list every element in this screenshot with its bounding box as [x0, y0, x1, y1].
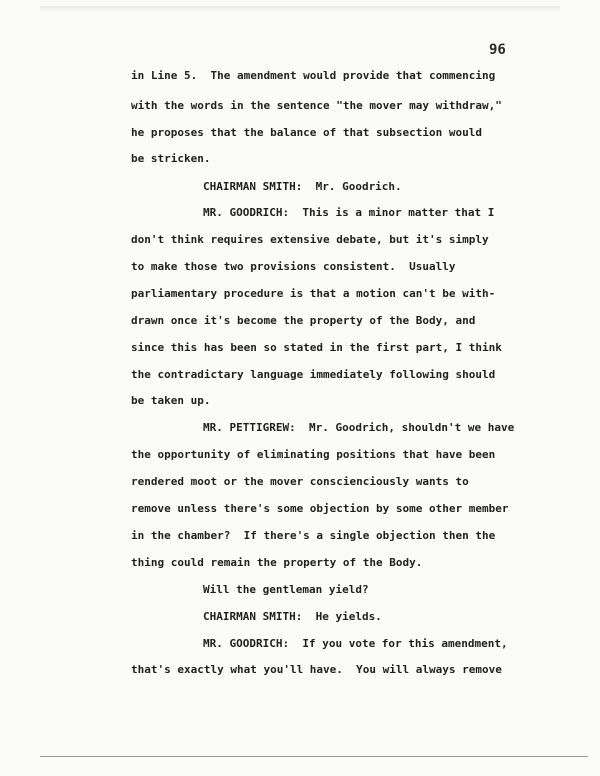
- transcript-line: rendered moot or the mover conscienciously wants to: [131, 475, 469, 488]
- page-number: 96: [489, 42, 506, 58]
- transcript-line: be taken up.: [131, 394, 211, 407]
- transcript-line: in Line 5. The amendment would provide that commencing: [131, 69, 496, 82]
- transcript-line: drawn once it's become the property of the Body, and: [131, 314, 476, 327]
- transcript-line: don't think requires extensive debate, but it's simply: [131, 233, 489, 246]
- transcript-line: that's exactly what you'll have. You will always remove: [131, 663, 502, 676]
- transcript-line: be stricken.: [131, 152, 211, 165]
- transcript-line: remove unless there's some objection by some other member: [131, 502, 509, 515]
- page-bottom-rule: [40, 756, 588, 757]
- transcript-line: parliamentary procedure is that a motion can't be with-: [131, 287, 496, 300]
- transcript-line: the opportunity of eliminating positions that have been: [131, 448, 496, 461]
- speaker-line: MR. GOODRICH: If you vote for this amendment,: [203, 637, 508, 650]
- transcript-line: the contradictary language immediately following should: [131, 368, 496, 381]
- speaker-line: MR. GOODRICH: This is a minor matter that I: [203, 206, 495, 219]
- transcript-line: to make those two provisions consistent. Usually: [131, 260, 456, 273]
- speaker-line: CHAIRMAN SMITH: Mr. Goodrich.: [203, 180, 402, 193]
- transcript-line: in the chamber? If there's a single objection then the: [131, 529, 496, 542]
- transcript-line: Will the gentleman yield?: [203, 583, 369, 596]
- speaker-line: MR. PETTIGREW: Mr. Goodrich, shouldn't we have: [203, 421, 515, 434]
- page-top-edge: [40, 6, 560, 12]
- transcript-line: since this has been so stated in the first part, I think: [131, 341, 502, 354]
- transcript-line: thing could remain the property of the Body.: [131, 556, 423, 569]
- transcript-line: he proposes that the balance of that subsection would: [131, 126, 482, 139]
- transcript-line: with the words in the sentence "the mover may withdraw,": [131, 99, 502, 112]
- speaker-line: CHAIRMAN SMITH: He yields.: [203, 610, 382, 623]
